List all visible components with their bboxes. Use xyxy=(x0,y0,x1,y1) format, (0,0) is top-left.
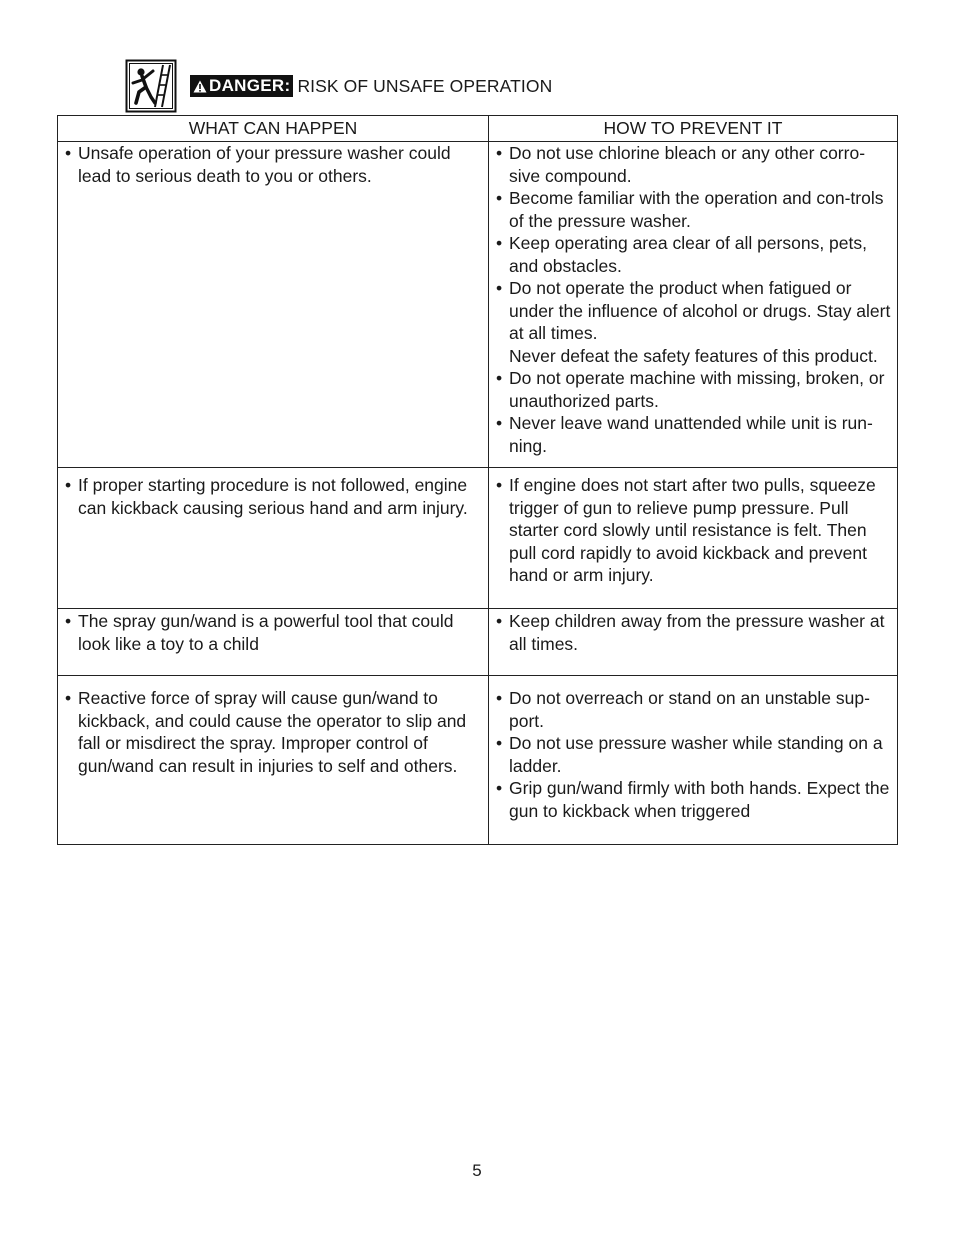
list-item: • Keep operating area clear of all persons, pets, and obstacles. xyxy=(496,233,867,276)
how-to-prevent-cell xyxy=(489,676,898,845)
list-item: Never defeat the safety features of this product. xyxy=(509,345,878,366)
list-item: • Do not overreach or stand on an unstable sup-port. xyxy=(496,688,870,731)
list-item: • The spray gun/wand is a powerful tool that could look like a toy to a child xyxy=(65,611,454,654)
page-number: 5 xyxy=(472,1161,482,1180)
danger-label-text: DANGER: xyxy=(209,76,291,95)
list-item: • Become familiar with the operation and con-trols of the pressure washer. xyxy=(496,188,884,231)
what-can-happen-cell xyxy=(58,609,489,676)
column-header-how: HOW TO PREVENT IT xyxy=(489,116,898,142)
list-item: • Do not use pressure washer while standing on a ladder. xyxy=(496,733,883,776)
list-item: • Reactive force of spray will cause gun/wand to kickback, and could cause the operator to slip and fall or misdirect the spray. Improper control of gun/wand can result in injuries to self and others. xyxy=(65,688,467,776)
column-header-what: WHAT CAN HAPPEN xyxy=(58,116,489,142)
danger-signal-word xyxy=(190,75,293,97)
warning-triangle-icon xyxy=(193,80,207,93)
table-row xyxy=(58,609,898,676)
what-can-happen-cell xyxy=(58,142,489,468)
person-falling-hazard-icon xyxy=(125,59,177,113)
what-can-happen-cell xyxy=(58,676,489,845)
table-row xyxy=(58,676,898,845)
how-to-prevent-cell xyxy=(489,142,898,468)
table-header-row xyxy=(58,116,898,142)
table-row xyxy=(58,468,898,609)
how-to-prevent-cell xyxy=(489,468,898,609)
list-item: • Do not use chlorine bleach or any other corro-sive compound. xyxy=(496,143,866,186)
what-can-happen-cell xyxy=(58,468,489,609)
list-item: • Do not operate machine with missing, broken, or unauthorized parts. xyxy=(496,368,885,411)
hazard-table xyxy=(57,115,898,845)
list-item: • Keep children away from the pressure washer at all times. xyxy=(496,611,885,654)
list-item: • Never leave wand unattended while unit is run-ning. xyxy=(496,413,873,456)
table-row xyxy=(58,142,898,468)
list-item: • Grip gun/wand firmly with both hands. Expect the gun to kickback when triggered xyxy=(496,778,890,821)
danger-header xyxy=(125,58,552,114)
list-item: • Do not operate the product when fatigued or under the influence of alcohol or drugs. Stay alert at all times. xyxy=(496,278,891,343)
hazard-title: RISK OF UNSAFE OPERATION xyxy=(297,75,553,96)
list-item: • If proper starting procedure is not followed, engine can kickback causing serious hand and arm injury. xyxy=(65,475,468,518)
how-to-prevent-cell xyxy=(489,609,898,676)
list-item: • If engine does not start after two pulls, squeeze trigger of gun to relieve pump pressure. Pull starter cord slowly until resistance is felt. Then pull cord rapidly to avoid kickback and prevent hand or arm injury. xyxy=(496,475,876,585)
list-item: • Unsafe operation of your pressure washer could lead to serious death to you or others. xyxy=(65,143,451,186)
